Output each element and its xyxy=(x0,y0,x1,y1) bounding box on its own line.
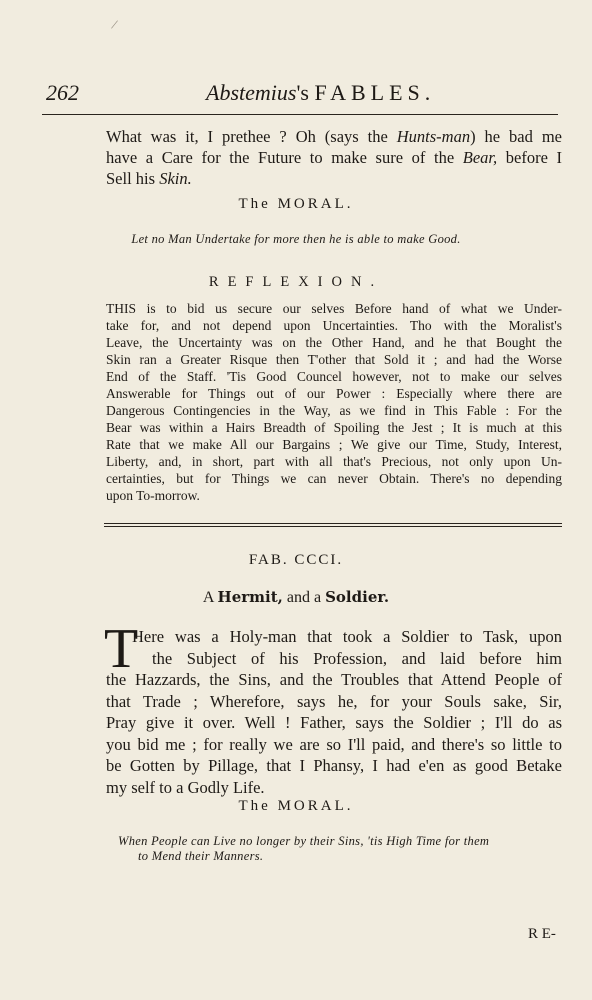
reflexion-line: Leave, the Uncertainty was on the Other Hand, and he that Bought the xyxy=(106,335,562,350)
moral-text-2-line: When People can Live no longer by their Sins, 'tis High Time for them xyxy=(118,834,490,848)
reflexion-line: take for, and not depend upon Uncertainties. Tho with the Moralist's xyxy=(106,318,562,333)
running-header xyxy=(46,80,556,110)
reflexion-line: End of the Staff. 'Tis Good Councel however, not to make our selves xyxy=(106,369,562,384)
reflexion-heading: REFLEXION. xyxy=(208,274,384,290)
fable-text xyxy=(104,618,562,798)
fable-line: the Subject of his Profession, and laid before him xyxy=(152,648,562,668)
moral-text: Let no Man Undertake for more then he is able to make Good. xyxy=(131,232,461,246)
title-possessive: 's xyxy=(296,80,309,105)
title-author: Abstemius xyxy=(206,80,297,105)
reflexion-line: upon To-morrow. xyxy=(106,488,200,503)
fable-ending-line: have a Care for the Future to make sure of the Bear, before I xyxy=(106,148,562,167)
fable-line: Here was a Holy-man that took a Soldier to Task, upon xyxy=(132,627,562,646)
fable-title-soldier: Soldier. xyxy=(325,588,390,606)
fable-ending-line: Sell his Skin. xyxy=(106,169,192,188)
catchword: R E- xyxy=(528,926,556,942)
fable-ending-line: What was it, I prethee ? Oh (says the Hunts-man) he bad me xyxy=(106,127,562,146)
reflexion-line: Answerable for Things out of our Power : Especially where there are xyxy=(106,386,562,401)
section-rule xyxy=(104,523,562,524)
fable-ending xyxy=(106,126,562,189)
fable-title-hermit: Hermit, xyxy=(217,588,283,606)
reflexion-line: Bear was within a Hairs Breadth of Spoiling the Jest ; It is much at this xyxy=(106,420,562,435)
fable-title: A Hermit, and a Soldier. xyxy=(202,588,390,606)
reflexion-line: Dangerous Contingencies in the Way, as we find in This Fable : For the xyxy=(106,403,562,418)
reflexion-line: certainties, but for Things we can never Obtain. There's no depending xyxy=(106,471,562,486)
moral-text-2-line: to Mend their Manners. xyxy=(138,849,264,863)
title-fables: FABLES. xyxy=(314,80,436,105)
header-rule xyxy=(42,114,558,115)
drop-cap: T xyxy=(104,618,139,680)
page-number: 262 xyxy=(46,80,79,105)
moral-text-2 xyxy=(118,834,562,864)
fable-line: you bid me ; for really we are so I'll paid, and there's so little to xyxy=(106,734,562,754)
reflexion-line: Skin ran a Greater Risque then T'other that Sold it ; and had the Worse xyxy=(106,352,562,367)
reflexion-line: THIS is to bid us secure our selves Before hand of what we Under- xyxy=(106,301,562,316)
fable-line: my self to a Godly Life. xyxy=(106,777,265,797)
fable-line: be Gotten by Pillage, that I Phansy, I had e'en as good Betake xyxy=(106,756,562,775)
margin-mark: / xyxy=(109,17,119,34)
moral-heading: The MORAL. xyxy=(238,196,354,212)
fable-line: the Hazzards, the Sins, and the Troubles that Attend People of xyxy=(106,670,562,689)
moral-heading-2: The MORAL. xyxy=(238,798,354,814)
fable-line: that Trade ; Wherefore, says he, for your Souls sake, Sir, xyxy=(106,691,562,711)
reflexion-line: Liberty, and, in short, part with all that's Precious, not only upon Un- xyxy=(106,454,562,469)
reflexion-text xyxy=(106,300,562,504)
running-title xyxy=(206,80,435,106)
fable-number: FAB. CCCI. xyxy=(248,552,344,568)
fable-line: Pray give it over. Well ! Father, says the Soldier ; I'll do as xyxy=(106,713,562,732)
section-rule-double xyxy=(104,526,562,527)
reflexion-line: Rate that we make All our Bargains ; We give our Time, Study, Interest, xyxy=(106,437,562,452)
